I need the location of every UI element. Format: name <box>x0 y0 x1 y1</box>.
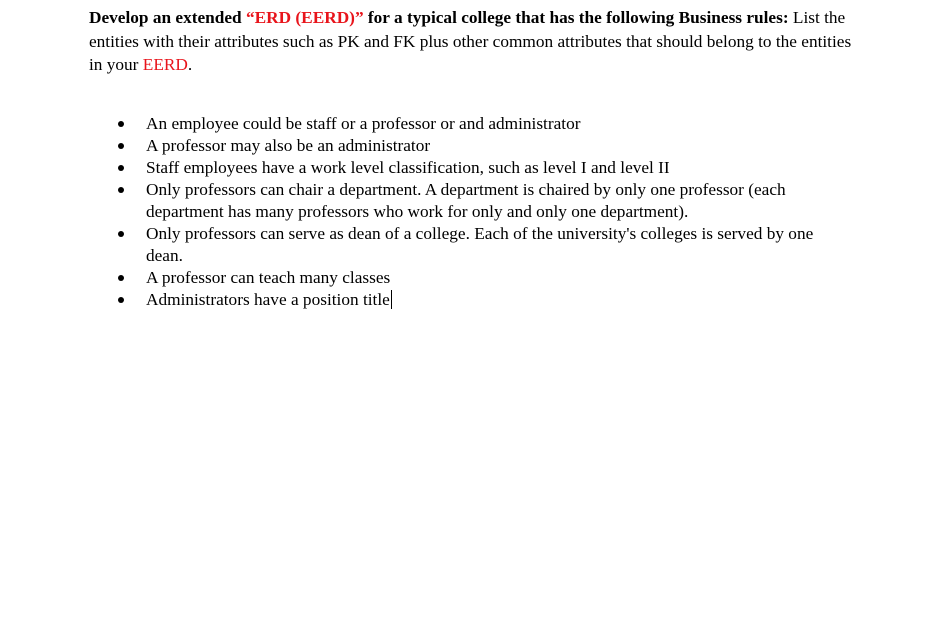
business-rules-list <box>114 113 814 311</box>
intro-period: . <box>187 55 193 74</box>
list-item-text: Only professors can serve as dean of a college. Each of the university's colleges is served by one dean. <box>146 224 814 265</box>
intro-eerd-term: EERD <box>142 55 188 74</box>
list-item-text: Only professors can chair a department. A department is chaired by only one professor (each department has many professors who work for only and only one department). <box>146 180 786 221</box>
list-item <box>114 179 814 223</box>
list-item <box>114 157 814 179</box>
intro-lead: Develop an extended <box>89 8 246 27</box>
bullet-icon <box>118 275 124 281</box>
list-item <box>114 289 814 311</box>
list-item-text: A professor can teach many classes <box>146 268 391 287</box>
list-item-text: A professor may also be an administrator <box>146 136 431 155</box>
list-item <box>114 267 814 289</box>
list-item <box>114 113 814 135</box>
bullet-icon <box>118 165 124 171</box>
bullet-icon <box>118 231 124 237</box>
intro-instructions: List the entities with their attributes such as PK and FK plus other common attributes that should belong to the entities in your <box>89 8 852 74</box>
intro-rules-heading: for a typical college that has the following Business rules: <box>363 8 789 27</box>
bullet-icon <box>118 121 124 127</box>
bullet-icon <box>118 143 124 149</box>
bullet-icon <box>118 187 124 193</box>
list-item-text: Administrators have a position title <box>146 290 390 309</box>
text-cursor <box>391 290 392 309</box>
list-item-text: Staff employees have a work level classification, such as level I and level II <box>146 158 670 177</box>
list-item <box>114 223 814 267</box>
intro-erd-term: “ERD (EERD)” <box>245 8 364 27</box>
document-body[interactable] <box>89 6 859 309</box>
intro-paragraph <box>89 6 859 77</box>
list-item <box>114 135 814 157</box>
list-item-text: An employee could be staff or a professor or and administrator <box>146 114 581 133</box>
bullet-icon <box>118 297 124 303</box>
